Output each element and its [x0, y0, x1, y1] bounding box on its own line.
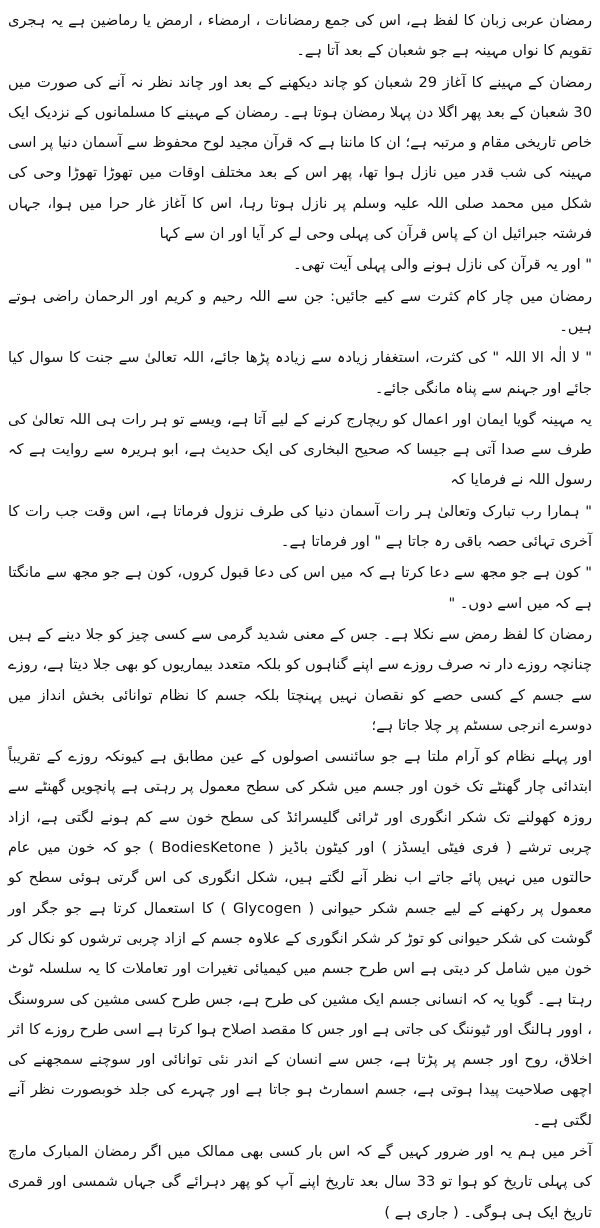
paragraph-four-deeds: رمضان میں چار کام کثرت سے کیے جائیں: جن سے اللہ رحیم و کریم اور الرحمان راضی ہوتے ہیں۔	[8, 287, 592, 335]
paragraph-ramadan-beginning: رمضان کے مہینے کا آغاز 29 شعبان کو چاند دیکھنے کے بعد اور چاند نظر نہ آنے کی صورت میں 30 شعبان کے بعد پھر اگلا دن پہلا رمضان ہوتا ہے۔ رمضان کے مہینے کا مسلمانوں کے نزدیک ایک خاص تاریخی مقام و مرتبہ ہے؛ ان کا ماننا ہے کہ قرآن مجید لوح محفوظ سے آسمان دنیا پر اسی مہینہ کی شب قدر میں نازل ہوا تھا، پھر اس کے بعد مختلف اوقات میں تھوڑا تھوڑا وحی کی شکل میں محمد صلی اللہ علیہ وسلم پر نازل ہوتا رہا، اس کا آغاز غار حرا میں ہوا، جہاں فرشتہ جبرائیل ان کے پاس قرآن کی پہلی وحی لے کر آیا اور ان سے کہا	[8, 73, 592, 243]
paragraph-ramad-meaning: رمضان کا لفظ رمض سے نکلا ہے۔ جس کے معنی شدید گرمی سے کسی چیز کو جلا دینے کے ہیں چنانچہ روزے دار نہ صرف روزے سے اپنے گناہوں کو بلکہ متعدد بیماریوں کو بھی جلا دیتا ہے، روزے سے جسم کے کسی حصے کو نقصان نہیں پہنچتا بلکہ جسم کا نظام توانائی بخش انداز میں دوسرے انرجی سسٹم پر چلا جاتا ہے؛	[8, 625, 592, 734]
paragraph-fasting-science: اور پہلے نظام کو آرام ملتا ہے جو سائنسی اصولوں کے عین مطابق ہے کیونکہ روزے کے تقریباً ابتدائی چار گھنٹے تک خون اور جسم میں شکر کی سطح معمول پر رہتی ہے پانچویں گھنٹے سے روزہ کھولنے تک شکر انگوری اور ٹرائی گلیسرائڈ کی سطح خون سے کم ہونے لگتی ہے، ازاد چربی ترشے ( فری فیٹی ایسڈز ) اور کیٹون باڈیز ( BodiesKetone ) جو کہ خون میں عام حالتوں میں نہیں پائے جاتے اب نظر آنے لگتے ہیں، شکل انگوری کی اس گرتی ہوئی سطح کو معمول پر رکھنے کے لیے جسم شکر حیوانی ( Glycogen ) کا استعمال کرتا ہے جو جگر اور گوشت کی شکر حیوانی کو توڑ کر شکر انگوری کے علاوہ جسم کے ازاد چربی ترشوں کو نکال کر خون میں شامل کر دیتی ہے اس طرح جسم میں کیمیائی تغیرات اور تعاملات کا یہ سلسلہ ٹوٹ رہتا ہے۔ گویا یہ کہ انسانی جسم ایک مشین کی طرح ہے، جس طرح کسی مشین کی سروسنگ ، اوور ہالنگ اور ٹیوننگ کی جاتی ہے اور جس کا مقصد اصلاح ہوا کرتا ہے اسی طرح روزے کا اثر اخلاق، روح اور جسم پر پڑتا ہے، جس سے انسان کے اندر نئی توانائی اور سوچنے سمجھنے کی اچھی صلاحیت پیدا ہوتی ہے، جسم اسمارٹ ہو جاتا ہے اور چہرے کی جلد خوبصورت نظر آنے لگتی ہے۔	[8, 748, 592, 1129]
paragraph-recharge: یہ مہینہ گویا ایمان اور اعمال کو ریچارج کرنے کے لیے آتا ہے، ویسے تو ہر رات ہی اللہ تعالیٰ کی طرف سے صدا آتی ہے جیسا کہ صحیح البخاری کی ایک حدیث ہے، ابو ہریرہ سے روایت ہے کہ رسول اللہ نے فرمایا کہ	[8, 410, 592, 489]
paragraph-deeds-list: " لا الٰہ الا اللہ " کی کثرت، استغفار زیادہ سے زیادہ پڑھا جائے، اللہ تعالیٰ سے جنت کا سوال کیا جائے اور جہنم سے پناہ مانگی جائے۔	[8, 349, 592, 397]
paragraph-hadith-quote: " ہمارا رب تبارک وتعالیٰ ہر رات آسمان دنیا کی طرف نزول فرماتا ہے، اس وقت جب رات کا آخری تہائی حصہ باقی رہ جاتا ہے " اور فرماتا ہے۔	[8, 502, 592, 551]
paragraph-first-verse: " اور یہ قرآن کی نازل ہونے والی پہلی آیت تھی۔	[293, 256, 592, 274]
paragraph-closing: آخر میں ہم یہ اور ضرور کہیں گے کہ اس بار کسی بھی ممالک میں اگر رمضان المبارک مارچ کی پہلی تاریخ کو ہوا تو 33 سال بعد تاریخ اپنے آپ کو پھر دہرائے گی جہاں شمسی اور قمری تاریخ ایک ہی ہوگی۔ ( جاری ہے )	[8, 1142, 592, 1221]
paragraph-ramadan-word-origin: رمضان عربی زبان کا لفظ ہے، اس کی جمع رمضانات ، ارمضاء ، ارمض یا رماضین ہے یہ ہجری تقویم کا نواں مہینہ ہے جو شعبان کے بعد آتا ہے۔	[8, 12, 592, 60]
paragraph-hadith-dua: " کون ہے جو مجھ سے دعا کرتا ہے کہ میں اس کی دعا قبول کروں، کون ہے جو مجھ سے مانگتا ہے کہ میں اسے دوں۔ "	[8, 564, 592, 612]
